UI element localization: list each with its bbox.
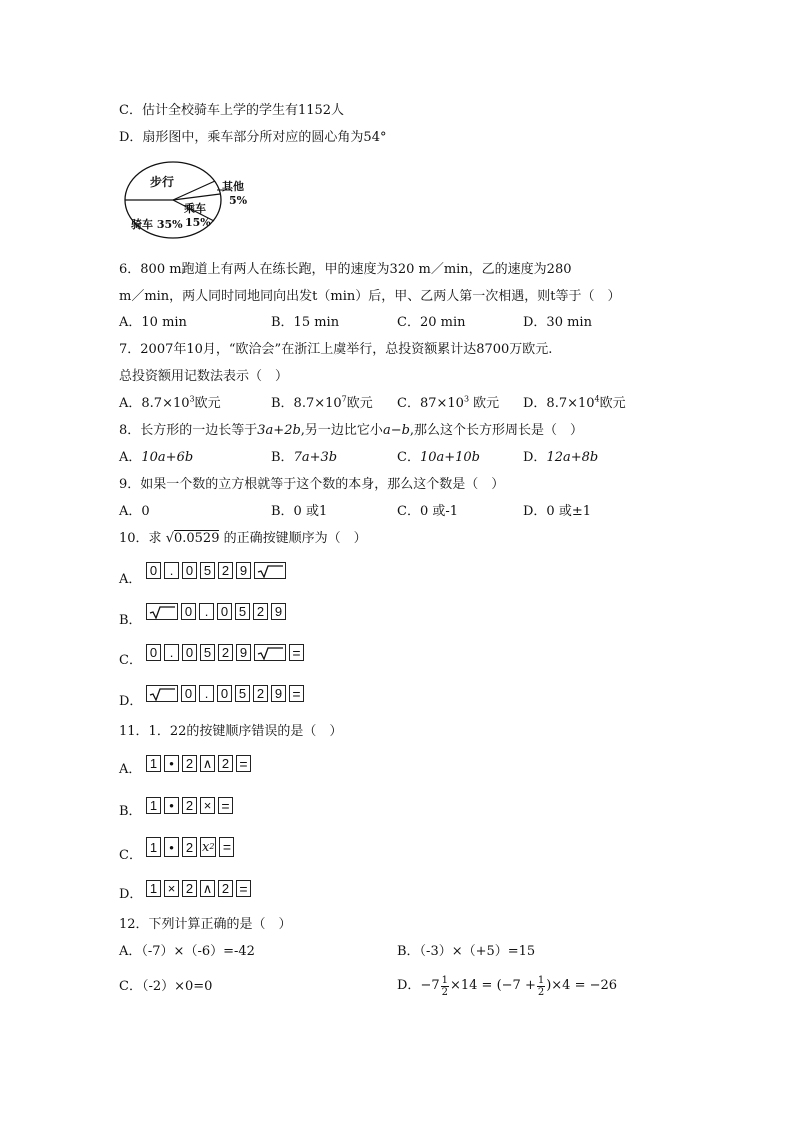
q11-option-b-keys [146, 797, 233, 814]
q6-line2: m／min，两人同时同地同向出发t（min）后，甲、乙两人第一次相遇，则t等于（ ） [119, 289, 621, 304]
q9-option-d: D．0 或±1 [523, 504, 591, 519]
key-9: 9 [236, 562, 251, 579]
q8-option-a: A．10a+6b [119, 450, 194, 465]
q6-line1: 6．800 m跑道上有两人在练长跑，甲的速度为320 m／min，乙的速度为280 [119, 262, 572, 277]
key-2: 2 [182, 755, 197, 772]
q10-option-b-label: B． [119, 613, 142, 628]
key-1: 1 [146, 755, 161, 772]
key-equals: = [219, 837, 234, 857]
key-equals: = [236, 755, 251, 772]
key-dot: • [164, 837, 179, 857]
key-dot: . [164, 644, 179, 661]
q10-option-d-keys [146, 685, 304, 702]
sqrt-symbol: √ [165, 531, 174, 546]
key-power: ∧ [200, 880, 215, 897]
q6-option-a: A．10 min [119, 315, 187, 330]
q7-option-c: C．$87\times 10^3$ 欧元 [397, 394, 500, 411]
key-0: 0 [182, 644, 197, 661]
option-d-prev: D．扇形图中，乘车部分所对应的圆心角为54° [119, 130, 387, 145]
q12-option-d: D． −7 $\frac{1}{2}$ ×14 = (−7 + $\frac{1}{2}$ )×4 = −26 [397, 974, 618, 998]
key-2: 2 [182, 837, 197, 857]
q11-option-c-keys [146, 837, 234, 857]
key-0: 0 [146, 644, 161, 661]
key-9: 9 [271, 603, 286, 620]
key-dot: . [164, 562, 179, 579]
key-5: 5 [235, 603, 250, 620]
key-0: 0 [182, 562, 197, 579]
pie-label-other-pct: 5% [229, 194, 248, 207]
key-0: 0 [217, 603, 232, 620]
key-2: 2 [253, 603, 268, 620]
key-power: ∧ [200, 755, 215, 772]
pie-label-bus-pct: 15% [185, 216, 211, 229]
q9-option-b: B．0 或1 [271, 504, 328, 519]
fraction-one-half: $\frac{1}{2}$ [537, 974, 545, 998]
key-equals: = [218, 797, 233, 814]
q10-option-c-label: C． [119, 653, 142, 668]
key-0: 0 [181, 603, 196, 620]
q7-option-a: A．$8.7\times 10^3$欧元 [119, 394, 221, 411]
pie-label-other: 其他 [222, 180, 244, 193]
q6-option-b: B．15 min [271, 315, 340, 330]
key-2: 2 [218, 644, 233, 661]
q10-question: 10．求 √0.0529 的正确按键顺序为（ ） [119, 531, 367, 546]
key-dot: • [164, 797, 179, 814]
key-5: 5 [200, 562, 215, 579]
key-9: 9 [236, 644, 251, 661]
q11-option-a-label: A． [119, 762, 142, 777]
key-dot: • [164, 755, 179, 772]
key-dot: . [199, 603, 214, 620]
pie-label-bus: 乘车 [184, 202, 206, 215]
key-2: 2 [218, 562, 233, 579]
q11-option-a-keys [146, 755, 251, 772]
key-2: 2 [218, 880, 233, 897]
key-multiply: × [200, 797, 215, 814]
q9-option-a: A．0 [119, 504, 150, 519]
q11-question: 11．1．22的按键顺序错误的是（ ） [119, 724, 343, 739]
q7-option-d: D．$8.7\times 10^4$欧元 [523, 394, 626, 411]
fraction-one-half: $\frac{1}{2}$ [441, 974, 448, 998]
key-2: 2 [182, 880, 197, 897]
option-c-prev: C．估计全校骑车上学的学生有1152人 [119, 103, 345, 118]
key-square: x 2 [200, 837, 216, 857]
key-5: 5 [200, 644, 215, 661]
key-equals: = [289, 685, 304, 702]
key-0: 0 [181, 685, 196, 702]
q12-option-c: C．（-2）×0=0 [119, 979, 213, 994]
key-multiply: × [164, 880, 179, 897]
key-dot: . [199, 685, 214, 702]
q12-question: 12．下列计算正确的是（ ） [119, 917, 292, 932]
q10-option-b-keys [146, 603, 286, 620]
q8-option-c: C．10a+10b [397, 450, 481, 465]
q7-line2: 总投资额用记数法表示（ ） [119, 369, 289, 384]
sqrt-key-icon [254, 562, 286, 579]
key-1: 1 [146, 837, 161, 857]
key-2: 2 [218, 755, 233, 772]
sqrt-key-icon [146, 603, 178, 620]
key-5: 5 [235, 685, 250, 702]
q8-question: 8．长方形的一边长等于3a+2b,另一边比它小a−b,那么这个长方形周长是（ ） [119, 423, 584, 438]
q10-option-a-label: A． [119, 572, 142, 587]
sqrt-key-icon [146, 685, 178, 702]
q9-option-c: C．0 或-1 [397, 504, 459, 519]
sqrt-key-icon [254, 644, 286, 661]
q11-option-c-label: C． [119, 848, 142, 863]
q7-line1: 7．2007年10月，“欧洽会”在浙江上虞举行，总投资额累计达8700万欧元. [119, 342, 553, 357]
key-0: 0 [146, 562, 161, 579]
q6-option-c: C．20 min [397, 315, 466, 330]
q11-option-d-label: D． [119, 887, 143, 902]
q12-option-b: B．（-3）×（+5）=15 [397, 944, 536, 959]
q8-option-d: D．12a+8b [523, 450, 599, 465]
key-9: 9 [271, 685, 286, 702]
pie-label-bike: 骑车 35% [131, 218, 183, 231]
sqrt-radicand: 0.0529 [173, 531, 220, 546]
key-1: 1 [146, 797, 161, 814]
pie-label-walk: 步行 [150, 175, 175, 189]
key-equals: = [289, 644, 304, 661]
key-0: 0 [217, 685, 232, 702]
key-1: 1 [146, 880, 161, 897]
q9-question: 9．如果一个数的立方根就等于这个数的本身，那么这个数是（ ） [119, 477, 505, 492]
key-equals: = [236, 880, 251, 897]
q12-option-a: A．（-7）×（-6）=-42 [119, 944, 255, 959]
q10-option-c-keys [146, 644, 304, 661]
q11-option-b-label: B． [119, 804, 142, 819]
q11-option-d-keys [146, 880, 251, 897]
q6-option-d: D．30 min [523, 315, 592, 330]
q7-option-b: B．$8.7\times 10^7$欧元 [271, 394, 373, 411]
q8-option-b: B．7a+3b [271, 450, 338, 465]
q10-option-a-keys [146, 562, 286, 579]
key-2: 2 [182, 797, 197, 814]
key-2: 2 [253, 685, 268, 702]
q10-option-d-label: D． [119, 694, 143, 709]
